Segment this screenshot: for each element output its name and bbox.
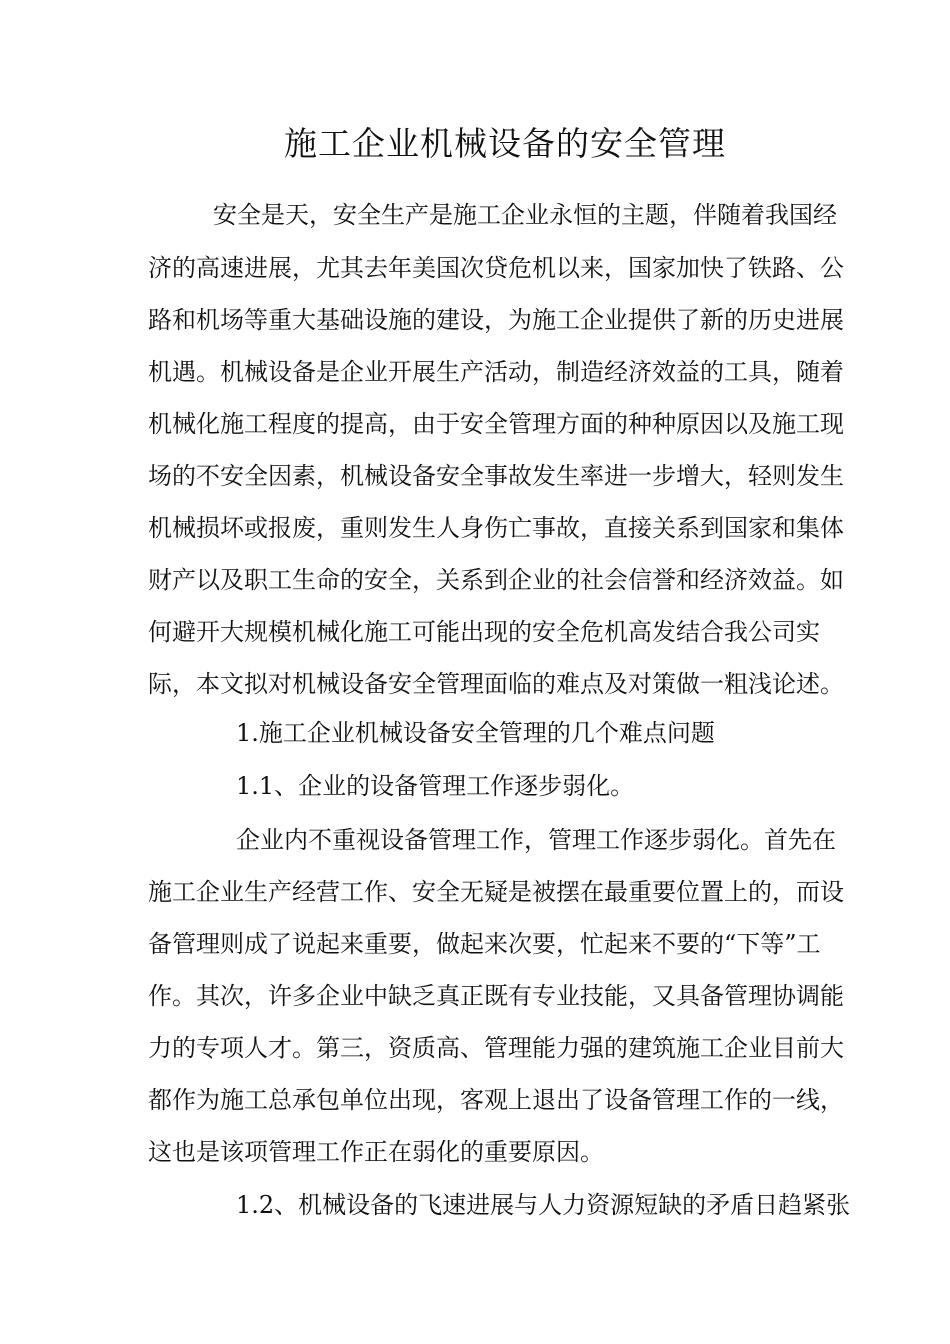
section-heading: 1.施工企业机械设备安全管理的几个难点问题 <box>236 719 715 747</box>
subsection-heading: 1.1、企业的设备管理工作逐步弱化。 <box>236 772 635 800</box>
paragraph-line: 企业内不重视设备管理工作，管理工作逐步弱化。首先在 <box>236 826 836 854</box>
document-title: 施工企业机械设备的安全管理 <box>284 124 726 163</box>
paragraph-line: 路和机场等重大基础设施的建设，为施工企业提供了新的历史进展 <box>148 306 844 334</box>
paragraph-line: 机遇。机械设备是企业开展生产活动，制造经济效益的工具，随着 <box>148 358 844 386</box>
paragraph-line: 力的专项人才。第三，资质高、管理能力强的建筑施工企业目前大 <box>148 1034 844 1062</box>
paragraph-line: 备管理则成了说起来重要，做起来次要，忙起来不要的“下等”工 <box>148 930 821 958</box>
paragraph-line: 财产以及职工生命的安全，关系到企业的社会信誉和经济效益。如 <box>148 566 844 594</box>
paragraph-line: 际，本文拟对机械设备安全管理面临的难点及对策做一粗浅论述。 <box>148 670 844 698</box>
paragraph-line: 何避开大规模机械化施工可能出现的安全危机高发结合我公司实 <box>148 618 820 646</box>
paragraph-line: 都作为施工总承包单位出现，客观上退出了设备管理工作的一线， <box>148 1086 844 1114</box>
paragraph-line: 施工企业生产经营工作、安全无疑是被摆在最重要位置上的，而设 <box>148 878 844 906</box>
paragraph-line: 机械损坏或报废，重则发生人身伤亡事故，直接关系到国家和集体 <box>148 514 844 542</box>
paragraph-line: 济的高速进展，尤其去年美国次贷危机以来，国家加快了铁路、公 <box>148 254 844 282</box>
paragraph-line: 场的不安全因素，机械设备安全事故发生率进一步增大，轻则发生 <box>148 462 844 490</box>
paragraph-line: 安全是天，安全生产是施工企业永恒的主题，伴随着我国经 <box>213 201 837 229</box>
paragraph-line: 机械化施工程度的提高，由于安全管理方面的种种原因以及施工现 <box>148 410 844 438</box>
subsection-heading: 1.2、机械设备的飞速进展与人力资源短缺的矛盾日趋紧张 <box>236 1191 851 1219</box>
paragraph-line: 作。其次，许多企业中缺乏真正既有专业技能，又具备管理协调能 <box>148 982 844 1010</box>
paragraph-line: 这也是该项管理工作正在弱化的重要原因。 <box>148 1138 604 1166</box>
